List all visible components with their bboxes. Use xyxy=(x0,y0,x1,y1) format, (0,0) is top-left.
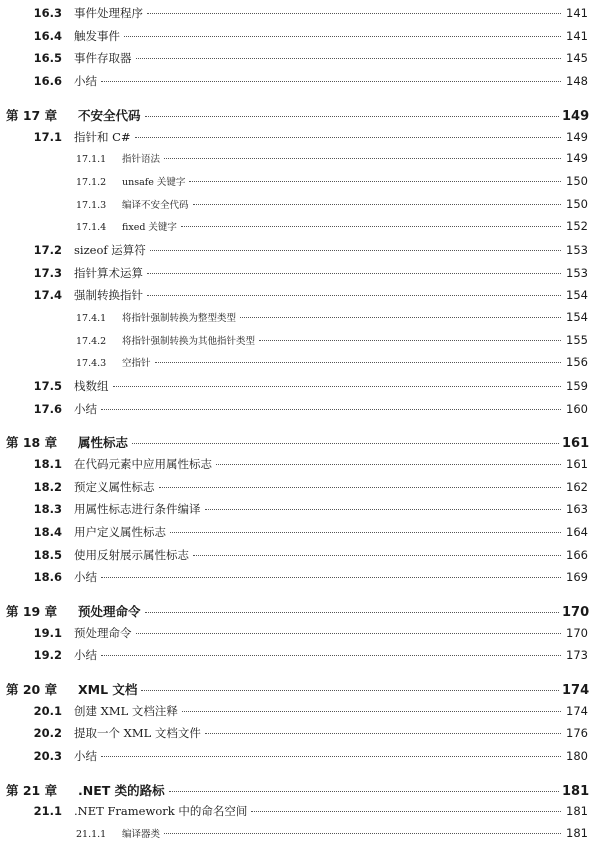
toc-chapter-entry xyxy=(0,106,598,124)
dot-leader xyxy=(147,273,561,274)
toc-entry-number: 17.1.1 xyxy=(76,154,107,165)
toc-entry-page-number: 153 xyxy=(566,266,588,280)
toc-entry-page-number: 181 xyxy=(566,804,588,818)
dot-leader xyxy=(169,791,559,792)
toc-entry-page-number: 166 xyxy=(566,548,588,562)
toc-section-entry xyxy=(0,456,598,472)
toc-section-entry xyxy=(0,50,598,66)
toc-entry-page-number: 141 xyxy=(566,29,588,43)
toc-entry-number: 20.2 xyxy=(33,726,62,740)
toc-entry-page-number: 150 xyxy=(566,174,588,188)
toc-section-entry xyxy=(0,501,598,517)
dot-leader xyxy=(101,756,561,757)
toc-entry-page-number: 169 xyxy=(566,570,588,584)
dot-leader xyxy=(101,409,561,410)
dot-leader xyxy=(193,555,561,556)
toc-entry-title: 空指针 xyxy=(122,358,151,369)
toc-entry-number: 17.1.4 xyxy=(76,222,107,233)
dot-leader xyxy=(113,386,562,387)
toc-entry-number: 17.3 xyxy=(33,266,62,280)
toc-entry-title: 小结 xyxy=(74,402,97,416)
toc-subsection-entry xyxy=(0,197,598,211)
dot-leader xyxy=(205,733,561,734)
dot-leader xyxy=(155,362,561,363)
toc-subsection-entry xyxy=(0,355,598,369)
toc-entry-number: 21.1 xyxy=(33,804,62,818)
dot-leader xyxy=(136,58,562,59)
toc-chapter-entry xyxy=(0,602,598,620)
toc-entry-title: 用属性标志进行条件编译 xyxy=(74,502,201,516)
toc-entry-title: 指针语法 xyxy=(122,154,161,165)
toc-entry-number: 17.4.2 xyxy=(76,336,107,347)
toc-section-entry xyxy=(0,647,598,663)
toc-entry-number: 16.6 xyxy=(33,74,62,88)
dot-leader xyxy=(182,711,561,712)
dot-leader xyxy=(145,116,559,117)
toc-entry-page-number: 149 xyxy=(566,130,588,144)
dot-leader xyxy=(181,226,561,227)
toc-subsection-entry xyxy=(0,219,598,233)
toc-section-entry xyxy=(0,547,598,563)
toc-section-entry xyxy=(0,5,598,21)
toc-entry-page-number: 150 xyxy=(566,197,588,211)
toc-entry-number: 17.6 xyxy=(33,402,62,416)
toc-entry-number: 20.3 xyxy=(33,749,62,763)
toc-entry-page-number: 141 xyxy=(566,6,588,20)
toc-entry-title: 属性标志 xyxy=(78,435,129,450)
toc-subsection-entry xyxy=(0,826,598,840)
toc-entry-page-number: 149 xyxy=(562,109,590,124)
toc-entry-number: 16.3 xyxy=(33,6,62,20)
toc-entry-title: 小结 xyxy=(74,570,97,584)
toc-entry-title: 栈数组 xyxy=(74,379,109,393)
dot-leader xyxy=(189,181,561,182)
toc-entry-number: 18.2 xyxy=(33,480,62,494)
toc-entry-page-number: 163 xyxy=(566,502,588,516)
toc-entry-number: 17.1 xyxy=(33,130,62,144)
toc-entry-page-number: 145 xyxy=(566,51,588,65)
toc-chapter-entry xyxy=(0,680,598,698)
toc-entry-number: 第 19 章 xyxy=(6,604,58,619)
toc-entry-title: 编译器类 xyxy=(122,829,161,840)
toc-entry-title: fixed 关键字 xyxy=(122,222,177,233)
toc-entry-title: 创建 XML 文档注释 xyxy=(74,704,178,718)
dot-leader xyxy=(240,317,561,318)
toc-entry-page-number: 153 xyxy=(566,243,588,257)
dot-leader xyxy=(145,612,559,613)
toc-section-entry xyxy=(0,479,598,495)
toc-entry-page-number: 176 xyxy=(566,726,588,740)
toc-entry-title: sizeof 运算符 xyxy=(74,243,146,257)
toc-section-entry xyxy=(0,401,598,417)
toc-entry-page-number: 162 xyxy=(566,480,588,494)
toc-entry-title: 小结 xyxy=(74,74,97,88)
toc-entry-page-number: 173 xyxy=(566,648,588,662)
toc-entry-page-number: 149 xyxy=(566,151,588,165)
toc-section-entry xyxy=(0,524,598,540)
toc-section-entry xyxy=(0,703,598,719)
toc-entry-title: 指针和 C# xyxy=(74,130,131,144)
toc-entry-title: 事件处理程序 xyxy=(74,6,143,20)
toc-entry-page-number: 180 xyxy=(566,749,588,763)
toc-entry-title: 小结 xyxy=(74,749,97,763)
toc-entry-title: 指针算术运算 xyxy=(74,266,143,280)
toc-entry-number: 第 18 章 xyxy=(6,435,58,450)
toc-entry-number: 20.1 xyxy=(33,704,62,718)
toc-entry-page-number: 164 xyxy=(566,525,588,539)
toc-section-entry xyxy=(0,73,598,89)
toc-entry-page-number: 174 xyxy=(562,683,590,698)
dot-leader xyxy=(101,81,561,82)
toc-entry-title: 将指针强制转换为整型类型 xyxy=(122,313,237,324)
toc-section-entry xyxy=(0,725,598,741)
dot-leader xyxy=(141,690,559,691)
toc-entry-number: 17.4.1 xyxy=(76,313,107,324)
toc-entry-number: 第 20 章 xyxy=(6,682,58,697)
dot-leader xyxy=(147,13,561,14)
toc-entry-number: 第 17 章 xyxy=(6,108,58,123)
toc-subsection-entry xyxy=(0,151,598,165)
dot-leader xyxy=(216,464,561,465)
toc-section-entry xyxy=(0,129,598,145)
toc-entry-page-number: 148 xyxy=(566,74,588,88)
toc-entry-number: 17.1.2 xyxy=(76,177,107,188)
dot-leader xyxy=(101,655,561,656)
toc-entry-page-number: 170 xyxy=(562,605,590,620)
toc-entry-title: 预处理命令 xyxy=(74,626,132,640)
toc-subsection-entry xyxy=(0,310,598,324)
dot-leader xyxy=(101,577,561,578)
dot-leader xyxy=(124,36,561,37)
toc-entry-title: 在代码元素中应用属性标志 xyxy=(74,457,212,471)
toc-entry-page-number: 154 xyxy=(566,310,588,324)
dot-leader xyxy=(164,833,561,834)
toc-entry-number: 18.4 xyxy=(33,525,62,539)
toc-section-entry xyxy=(0,28,598,44)
toc-subsection-entry xyxy=(0,174,598,188)
toc-entry-number: 18.3 xyxy=(33,502,62,516)
toc-entry-page-number: 152 xyxy=(566,219,588,233)
toc-section-entry xyxy=(0,265,598,281)
toc-entry-page-number: 181 xyxy=(566,826,588,840)
toc-entry-number: 17.1.3 xyxy=(76,200,107,211)
dot-leader xyxy=(193,204,561,205)
toc-entry-number: 17.2 xyxy=(33,243,62,257)
dot-leader xyxy=(259,340,561,341)
dot-leader xyxy=(205,509,562,510)
toc-entry-page-number: 181 xyxy=(562,784,590,799)
toc-chapter-entry xyxy=(0,433,598,451)
toc-entry-page-number: 170 xyxy=(566,626,588,640)
toc-entry-number: 16.4 xyxy=(33,29,62,43)
toc-entry-title: 触发事件 xyxy=(74,29,120,43)
toc-entry-title: 不安全代码 xyxy=(78,108,141,123)
toc-entry-number: 18.1 xyxy=(33,457,62,471)
toc-entry-title: 预定义属性标志 xyxy=(74,480,155,494)
toc-entry-page-number: 160 xyxy=(566,402,588,416)
dot-leader xyxy=(251,811,561,812)
toc-section-entry xyxy=(0,748,598,764)
dot-leader xyxy=(150,250,561,251)
toc-entry-page-number: 161 xyxy=(562,436,590,451)
toc-entry-page-number: 154 xyxy=(566,288,588,302)
dot-leader xyxy=(164,158,561,159)
toc-entry-number: 19.1 xyxy=(33,626,62,640)
dot-leader xyxy=(135,137,561,138)
dot-leader xyxy=(159,487,562,488)
toc-entry-title: .NET Framework 中的命名空间 xyxy=(74,804,248,818)
toc-entry-page-number: 174 xyxy=(566,704,588,718)
toc-section-entry xyxy=(0,803,598,819)
toc-entry-title: 编译不安全代码 xyxy=(122,200,189,211)
dot-leader xyxy=(132,443,559,444)
toc-entry-page-number: 155 xyxy=(566,333,588,347)
toc-entry-number: 16.5 xyxy=(33,51,62,65)
toc-chapter-entry xyxy=(0,781,598,799)
toc-entry-title: 提取一个 XML 文档文件 xyxy=(74,726,201,740)
toc-entry-page-number: 161 xyxy=(566,457,588,471)
toc-entry-title: 小结 xyxy=(74,648,97,662)
dot-leader xyxy=(147,295,561,296)
toc-entry-title: unsafe 关键字 xyxy=(122,177,186,188)
toc-entry-title: 使用反射展示属性标志 xyxy=(74,548,189,562)
dot-leader xyxy=(136,633,562,634)
toc-entry-number: 17.5 xyxy=(33,379,62,393)
toc-entry-page-number: 156 xyxy=(566,355,588,369)
toc-entry-page-number: 159 xyxy=(566,379,588,393)
toc-entry-title: XML 文档 xyxy=(78,682,138,697)
toc-entry-title: 用户定义属性标志 xyxy=(74,525,166,539)
toc-entry-title: .NET 类的路标 xyxy=(78,783,165,798)
dot-leader xyxy=(170,532,561,533)
toc-entry-number: 第 21 章 xyxy=(6,783,58,798)
toc-entry-number: 18.6 xyxy=(33,570,62,584)
toc-section-entry xyxy=(0,287,598,303)
toc-section-entry xyxy=(0,378,598,394)
toc-section-entry xyxy=(0,625,598,641)
toc-entry-title: 事件存取器 xyxy=(74,51,132,65)
toc-entry-number: 17.4.3 xyxy=(76,358,107,369)
toc-entry-number: 18.5 xyxy=(33,548,62,562)
toc-entry-number: 17.4 xyxy=(33,288,62,302)
toc-section-entry xyxy=(0,242,598,258)
toc-entry-number: 21.1.1 xyxy=(76,829,107,840)
toc-subsection-entry xyxy=(0,333,598,347)
toc-entry-title: 预处理命令 xyxy=(78,604,141,619)
toc-entry-title: 将指针强制转换为其他指针类型 xyxy=(122,336,256,347)
toc-entry-title: 强制转换指针 xyxy=(74,288,143,302)
toc-section-entry xyxy=(0,569,598,585)
toc-entry-number: 19.2 xyxy=(33,648,62,662)
